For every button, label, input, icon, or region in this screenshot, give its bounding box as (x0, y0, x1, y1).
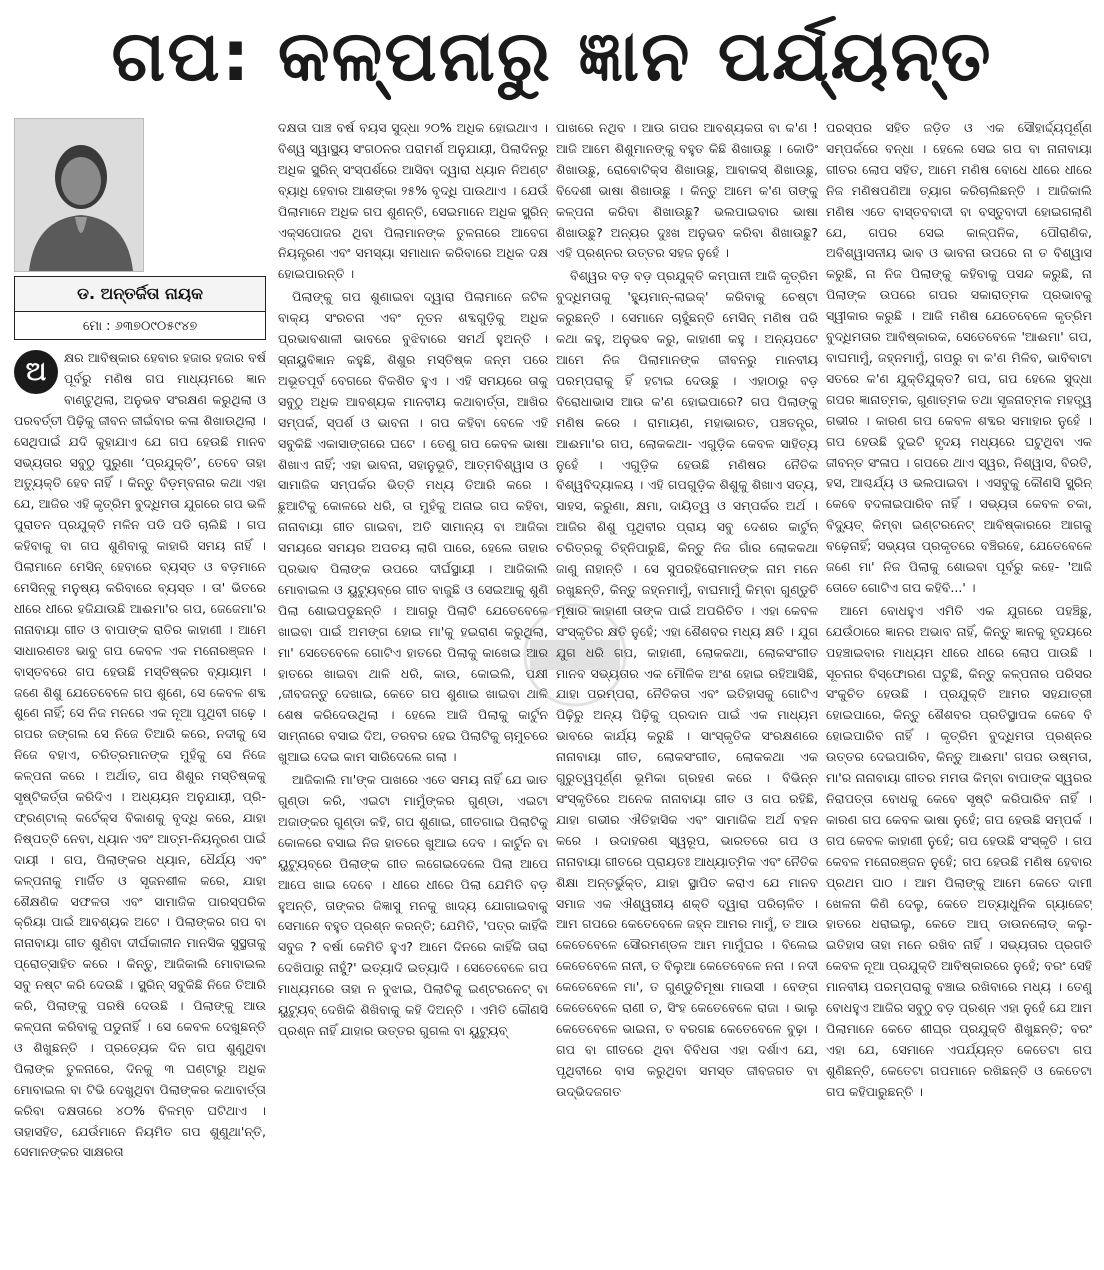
column-1 (14, 348, 266, 1264)
column-3 (556, 118, 818, 1264)
author-photo (14, 118, 144, 272)
column-4 (826, 118, 1092, 1264)
author-portrait-icon (15, 119, 143, 271)
paragraph: ପରସ୍ପର ସହିତ ଜଡ଼ିତ ଓ ଏକ ସୌହାର୍ଦ୍ଦ୍ୟପୂର୍ଣ୍ଣ ସମ୍ପର୍କରେ ବନ୍ଧା । ହେଲେ ସେଇ ଗପ ବା ନାନାବାୟା ଗୀତର ଲୋପ ସହିତ, ଆମେ ମଣିଷ ବୋଧେ ଧୀରେ ଧୀରେ ନିଜ ମଣିଷପଣିଆ ତ୍ୟାଗ କରିଚାଲିଛନ୍ତି । ଆଜିକାଲି ମଣିଷ ଏତେ ବାସ୍ତବବାଦୀ ବା ବସ୍ତୁବାଦୀ ହୋଇଗଲାଣି ଯେ, ଗପର ସେଇ କାଳ୍ପନିକ, ପୌରାଣିକ, ଅବିଶ୍ୱାସନୀୟ ଭାବ ଓ ଭାବନା ଉପରେ ନା ତ ବିଶ୍ୱାସ କରୁଛି, ନା ନିଜ ପିଲାଙ୍କୁ କହିବାକୁ ପସନ୍ଦ କରୁଛି, ନା ପିଲାଙ୍କ ଉପରେ ଗପର ସକାରାତ୍ମକ ପ୍ରଭାବକୁ ସ୍ୱୀକାର କରୁଛି । ଆଜି ମଣିଷ ଯେତେବେଳେ କୃତ୍ରିମ ବୁଦ୍ଧିମତାର ଆବିଷ୍କାରକ, ସେତେବେଳେ 'ଆଈମା' ଗପ, ବାଘମାମୁଁ, ଜହ୍ନମାମୁଁ, ଗପରୁ ବା କ'ଣ ମିଳିବ, ଭାବିବାଟା ସତରେ କ'ଣ ଯୁକ୍ତିଯୁକ୍ତ? ଗପ, ଗପ ହେଲେ ସୁଦ୍ଧା ଗପର ଜ୍ଞାନାତ୍ମକ, ଗୁଣାତ୍ମକ ତଥା ସୃଜନାତ୍ମକ ମହତ୍ତ୍ୱ ଗଭୀର । କାରଣ ଗପ କେବଳ ଶବ୍ଦର ସମାହାର ନୁହେଁ । ଗପ ହେଉଛି ଦୁଇଟି ହୃଦୟ ମଧ୍ୟରେ ଘଟୁଥିବା ଏକ ଜୀବନ୍ତ ସଂଳାପ । ଗପରେ ଥାଏ ସ୍ୱର, ନିଶ୍ୱାସ, ବିରତି, ହସ, ଆଶ୍ଚର୍ଯ୍ୟ ଓ ଭଲପାଇବା । ଏସବୁକୁ କୌଣସି ସ୍କ୍ରିନ୍ କେବେ ବଦଳାଇପାରିବ ନାହିଁ । ସଭ୍ୟତା କେବଳ ଚକା, ବିଦ୍ୟୁତ୍ କିମ୍ବା ଇଣ୍ଟରନେଟ୍ ଆବିଷ୍କାରରେ ଆଗକୁ ବଢ଼େନାହିଁ; ସଭ୍ୟତା ପ୍ରକୃତରେ ବଞ୍ଚିରହେ, ଯେତେବେଳେ ଜଣେ ମା' ନିଜ ପିଲାକୁ ଶୋଇବା ପୂର୍ବରୁ କହେ- 'ଆଜି ତୋତେ ଗୋଟିଏ ଗପ କହିବି...' । (826, 120, 1092, 595)
paragraph: ଦକ୍ଷତା ପାଞ୍ଚ ବର୍ଷ ବୟସ ସୁଦ୍ଧା ୨୦% ଅଧିକ ହୋଇଥାଏ । ବିଶ୍ୱ ସ୍ୱାସ୍ଥ୍ୟ ସଂଗଠନର ପରାମର୍ଶ ଅନୁଯାୟୀ, ପିଲାଦିନରୁ ଅଧିକ ସ୍କ୍ରିନ୍ ସଂସ୍ପର୍ଶରେ ଆସିବା ଦ୍ୱାରା ଧ୍ୟାନ ନିଅଣ୍ଟ ବ୍ୟାଧି ହେବାର ଆଶଙ୍କା ୨୫% ବୃଦ୍ଧି ପାଉଥାଏ । ଯେଉଁ ପିଲାମାନେ ଅଧିକ ଗପ ଶୁଣନ୍ତି, ସେଇମାନେ ଅଧିକ ସ୍କ୍ରିନ୍ ଏକ୍ସପୋଜର ଥିବା ପିଲାମାନଙ୍କ ତୁଳନାରେ ଆବେଗ ନିୟନ୍ତ୍ରଣ ଏବଂ ସମସ୍ୟା ସମାଧାନ କରିବାରେ ଅଧିକ ଦକ୍ଷ ହୋଇପାରନ୍ତି । (278, 120, 548, 282)
author-byline (14, 276, 266, 340)
paragraph: ବିଶ୍ୱର ବଡ଼ ବଡ଼ ପ୍ରଯୁକ୍ତି କମ୍ପାନୀ ଆଜି କୃତ୍ରିମ ବୁଦ୍ଧିମତାକୁ 'ହ୍ୟୁମାନ୍-ଲାଇକ୍' କରିବାକୁ ଚେଷ୍ଟା କରୁଛନ୍ତି । ସେମାନେ ଚାହୁଁଛନ୍ତି ମେସିନ୍ ମଣିଷ ପରି କଥା କହୁ, ଅନୁଭବ କରୁ, କାହାଣୀ କହୁ । ଅନ୍ୟପଟେ ଆମେ ନିଜ ପିଲାମାନଙ୍କ ଜୀବନରୁ ମାନବୀୟ ପରମ୍ପରାକୁ ହିଁ ହଟାଇ ଦେଉଛୁ । ଏହାଠାରୁ ବଡ଼ ବିରୋଧାଭାସ ଆଉ କ'ଣ ହୋଇପାରେ? ଗପ ପିଲାଙ୍କୁ ମଣିଷ କରେ । ରାମାୟଣ, ମହାଭାରତ, ପଞ୍ଚତନ୍ତ୍ର, ଆଈମା'ର ଗପ, ଲୋକକଥା- ଏଗୁଡ଼ିକ କେବଳ ସାହିତ୍ୟ ନୁହେଁ । ଏଗୁଡ଼ିକ ହେଉଛି ମଣିଷର ନୈତିକ ବିଶ୍ୱବିଦ୍ୟାଳୟ । ଏହି ଗପଗୁଡ଼ିକ ଶିଶୁକୁ ଶିଖାଏ ସତ୍ୟ, ସାହସ, କରୁଣା, କ୍ଷମା, ଦାୟିତ୍ୱ ଓ ସମ୍ପର୍କର ଅର୍ଥ । ଆଜିର ଶିଶୁ ପୃଥିବୀର ପ୍ରାୟ ସବୁ ଦେଶର କାର୍ଟୁନ୍ ଚରିତ୍ରକୁ ଚିହ୍ନିପାରୁଛି, କିନ୍ତୁ ନିଜ ଗାଁର ଲୋକକଥା ଜାଣୁ ନାହାନ୍ତି । ସେ ସୁପରହିରୋମାନଙ୍କ ନାମ ମନେ ରଖୁଛନ୍ତି, କିନ୍ତୁ ଜହ୍ନମାମୁଁ, ବାଘମାମୁଁ କିମ୍ବା ଗୁଣ୍ଡୁଚି ମୂଷାର କାହାଣୀ ତାଙ୍କ ପାଇଁ ଅପରିଚିତ । ଏହା କେବଳ ସଂସ୍କୃତିର କ୍ଷତି ନୁହେଁ; ଏହା ଶୈଶବର ମଧ୍ୟ କ୍ଷତି । ଯୁଗ ଯୁଗ ଧରି ଗପ, କାହାଣୀ, ଲୋକକଥା, ଲୋକସଂଗୀତ ମାନବ ସଭ୍ୟତାର ଏକ ମୌଳିକ ଅଂଶ ହୋଇ ରହିଆସିଛି, ଯାହା ପରମ୍ପରା, ନୈତିକତା ଏବଂ ଇତିହାସକୁ ଗୋଟିଏ ପିଢ଼ିରୁ ଅନ୍ୟ ପିଢ଼ିକୁ ପ୍ରଦାନ ପାଇଁ ଏକ ମାଧ୍ୟମ ଭାବରେ କାର୍ଯ୍ୟ କରୁଛି । ସାଂସ୍କୃତିକ ସଂରକ୍ଷଣରେ ନାନାବାୟା ଗୀତ, ଲୋକସଂଗୀତ, ଲୋକକଥା ଏକ ଗୁରୁତ୍ୱପୂର୍ଣ୍ଣ ଭୂମିକା ଗ୍ରହଣ କରେ । ବିଭିନ୍ନ ସଂସ୍କୃତିରେ ଅନେକ ନାନାବାୟା ଗୀତ ଓ ଗପ ରହିଛି, ଯାହା ଗଭୀର ଐତିହାସିକ ଏବଂ ସାମାଜିକ ଅର୍ଥ ବହନ କରେ । ଉଦାହରଣ ସ୍ୱରୂପ, ଭାରତରେ ଗପ ଓ ନାନାବାୟା ଗୀତରେ ପ୍ରାୟତଃ ଆଧ୍ୟାତ୍ମିକ ଏବଂ ନୈତିକ ଶିକ୍ଷା ଅନ୍ତର୍ଭୁକ୍ତ, ଯାହା ସ୍ଥାପିତ କରାଏ ଯେ ମାନବ ସମାଜ ଏକ ଐଶ୍ୱରୀୟ ଶକ୍ତି ଦ୍ୱାରା ପରିଚାଳିତ । ଆମ ଗପରେ କେତେବେଳେ ଜହ୍ନ ଆମର ମାମୁଁ, ତ ଆଉ କେତେବେଳେ ସୌରମଣ୍ଡଳ ଆମ ମାମୁଁଘର । ବିଲେଇ କେତେବେଳେ ନାନୀ, ତ ବିଲୁଆ କେତେବେଳେ ନନା । ନଦୀ କେତେବେଳେ ମା', ତ ଗୁଣ୍ଡୁଚିମୂଷା ମାଉସୀ । ବେଙ୍ଗ କେତେବେଳେ ରାଣୀ ତ, ସିଂହ କେତେବେଳେ ରାଜା । ଭାଲୁ କେତେବେଳେ ଭାଇନା, ତ ବରଗଛ କେତେବେଳେ ବୁଢ଼ା । ଗପ ବା ଗୀତରେ ଥିବା ବିବିଧତା ଏହା ଦର୍ଶାଏ ଯେ, ପୃଥିବୀରେ ବାସ କରୁଥିବା ସମସ୍ତ ଜୀବଜଗତ ବା ଉଦ୍ଭିଦଜଗତ (556, 268, 818, 1099)
paragraph: ଆମେ ବୋଧହୁଏ ଏମିତି ଏକ ଯୁଗରେ ପହଞ୍ଚିଛୁ, ଯେଉଁଠାରେ ଜ୍ଞାନର ଅଭାବ ନାହିଁ, କିନ୍ତୁ ଜ୍ଞାନକୁ ହୃଦୟରେ ପହଞ୍ଚାଇବାର ମାଧ୍ୟମ ଧୀରେ ଧୀରେ ଲୋପ ପାଉଛି । ସୂଚନାର ବିସ୍ଫୋରଣ ଘଟୁଛି, କିନ୍ତୁ କଳ୍ପନାର ପରିସର ସଂକୁଚିତ ହେଉଛି । ପ୍ରଯୁକ୍ତି ଆମର ସହଯାତ୍ରୀ ହୋଇପାରେ, କିନ୍ତୁ ଶୈଶବର ପ୍ରତିସ୍ଥାପକ କେବେ ବି ହୋଇପାରିବ ନାହିଁ । କୃତ୍ରିମ ବୁଦ୍ଧିମତା ପ୍ରଶ୍ନର ଉତ୍ତର ଦେଇପାରିବ, କିନ୍ତୁ ଆଈମା' ଗପର ଉଷ୍ମତା, ମା'ର ନାନାବାୟା ଗୀତର ମମତା କିମ୍ବା ବାପାଙ୍କ ସ୍ୱରର ନିରାପତ୍ତା ବୋଧକୁ କେବେ ସୃଷ୍ଟି କରିପାରିବ ନାହିଁ । କାରଣ ଗପ କେବଳ ଭାଷା ନୁହେଁ; ଗପ ହେଉଛି ସମ୍ପର୍କ । ଗପ କେବଳ କାହାଣୀ ନୁହେଁ; ଗପ ହେଉଛି ସଂସ୍କୃତି । ଗପ କେବଳ ମନୋରଞ୍ଜନ ନୁହେଁ; ଗପ ହେଉଛି ମଣିଷ ହେବାର ପ୍ରଥମ ପାଠ । ଆମ ପିଲାଙ୍କୁ ଆମେ କେତେ ଦାମୀ ଖେଳନା କିଣି ଦେଲୁ, କେତେ ଅତ୍ୟାଧୁନିକ ଗ୍ୟାଜେଟ୍ ହାତରେ ଧରାଇଲୁ, କେତେ ଆପ୍ ଡାଉନଲୋଡ୍ କଲୁ- ଇତିହାସ ତାହା ମନେ ରଖିବ ନାହିଁ । ସଭ୍ୟତାର ପ୍ରଗତି କେବଳ ନୂଆ ପ୍ରଯୁକ୍ତି ଆବିଷ୍କାରରେ ନୁହେଁ; ବରଂ ସେହି ମାନବୀୟ ପରମ୍ପରାକୁ ବଞ୍ଚାଇ ରଖିବାରେ ମଧ୍ୟ । ତେଣୁ ବୋଧହୁଏ ଆଜିର ସବୁଠୁ ବଡ଼ ପ୍ରଶ୍ନ ଏହା ନୁହେଁ ଯେ ଆମ ପିଲାମାନେ କେତେ ଶୀଘ୍ର ପ୍ରଯୁକ୍ତି ଶିଖୁଛନ୍ତି; ବରଂ ଏହା ଯେ, ସେମାନେ ଏପର୍ଯ୍ୟନ୍ତ କେତେଟା ଗପ ଶୁଣିଛନ୍ତି, କେତେଟା ଗପମାନେ ରଖିଛନ୍ତି ଓ କେତେଟା ଗପ କହିପାରୁଛନ୍ତି । (826, 602, 1092, 1099)
headline: ଗପ: କଳ୍ପନାରୁ ଜ୍ଞାନ ପର୍ଯ୍ୟନ୍ତ (111, 14, 993, 97)
column-2 (278, 118, 548, 1264)
paragraph: ପିଲାଙ୍କୁ ଗପ ଶୁଣାଇବା ଦ୍ୱାରା ପିଲାମାନେ ଜଟିଳ ବାକ୍ୟ ସଂରଚନା ଏବଂ ନୂତନ ଶବ୍ଦଗୁଡ଼ିକୁ ଅଧିକ ପ୍ରଭାବଶାଳୀ ଭାବରେ ବୁଝିବାରେ ସମର୍ଥ ହୁଅନ୍ତି । ସ୍ନାୟୁବିଜ୍ଞାନ କହୁଛି, ଶିଶୁର ମସ୍ତିଷ୍କ ଜନ୍ମ ପରେ ଅଭୂତପୂର୍ବ ବେଗରେ ବିକଶିତ ହୁଏ । ଏହି ସମୟରେ ତାକୁ ସବୁଠୁ ଅଧିକ ଆବଶ୍ୟକ ମାନବୀୟ କଥାବାର୍ତ୍ତା, ଆଖିର ସମ୍ପର୍କ, ସ୍ପର୍ଶ ଓ ଭାବନା । ଗପ କହିବା ବେଳେ ଏହି ସବୁକିଛି ଏକାସାଙ୍ଗରେ ଘଟେ । ତେଣୁ ଗପ କେବଳ ଭାଷା ଶିଖାଏ ନାହିଁ; ଏହା ଭାବନା, ସହାନୁଭୂତି, ଆତ୍ମବିଶ୍ୱାସ ଓ ସାମାଜିକ ସମ୍ପର୍କର ଭିତ୍ତି ମଧ୍ୟ ତିଆରି କରେ । ଛୁଆଟିକୁ କୋଳରେ ଧରି, ତା ମୁହଁକୁ ଅନାଇ ଗପ କହିବା, ନାନାବାୟା ଗୀତ ଗାଇବା, ଅତି ସାମାନ୍ୟ ବା ଆଜିକା ସମୟରେ ସମୟର ଅପଚୟ ଲାଗି ପାରେ, ହେଲେ ତାହାର ପ୍ରଭାବ ପିଲାଙ୍କ ଉପରେ ଦୀର୍ଘସ୍ଥାୟୀ । ଆଜିକାଲି ମୋବାଇଲ ଓ ୟୁଟ୍ୟୁବ୍‌ରେ ଗୀତ ବାଜୁଛି ଓ ସେଇଆକୁ ଶୁଣି ପିଲା ଶୋଇପଡୁଛନ୍ତି । ଆଗରୁ ପିଲାଟି ଯେତେବେଳେ ଖାଇବା ପାଇଁ ଅମଙ୍ଗ ହୋଇ ମା'କୁ ହଇରାଣ କରୁଥିଲା, ମା' ସେତେବେଳେ ଗୋଟିଏ ହାତରେ ପିଲାକୁ କାଖେଇ ଆର ହାତରେ ଖାଇବା ଥାଳି ଧରି, କାଉ, କୋଇଲି, ପକ୍ଷୀ ,ଜୀବଜନ୍ତୁ ଦେଖାଇ, କେତେ ଗପ ଶୁଣାଇ ଖାଇବା ଥାଳି ଶେଷ କରିଦେଉଥିଲା । ହେଲେ ଆଜି ପିଲାକୁ କାର୍ଟୁନ ସାମ୍ନାରେ ବସାଇ ଦିଅ, ତରବର ହେଇ ପିଲାଟିକୁ ଚାମୁଚରେ ଖୁଆଇ ଦେଇ କାମ ସାରିଦେଲେ ଗଲା । (278, 289, 548, 765)
paragraph: ଆଜିକାଲି ମା'ଙ୍କ ପାଖରେ ଏତେ ସମୟ ନାହିଁ ଯେ ଭାତ ଗୁଣ୍ଡା କରି, ଏଇଟା ମାମୁଁଙ୍କର ଗୁଣ୍ଡା, ଏଇଟା ଅଜାଙ୍କର ଗୁଣ୍ଡା କହି, ଗପ ଶୁଣାଇ, ଗୀତଗାଇ ପିଲାଟିକୁ କୋଳରେ ବସାଇ ନିଜ ହାତରେ ଖୁଆଇ ଦେବ । କାର୍ଟୁନ ବା ୟୁଟ୍ୟୁବ୍‌ରେ ପିଲାଙ୍କ ଗୀତ ଲଗେଇଦେଲେ ପିଲା ଆପେ ଆପେ ଖାଇ ଦେବେ । ଧୀରେ ଧୀରେ ପିଲା ଯେମିତି ବଡ଼ ହୁଅନ୍ତି, ତାଙ୍କର ଜିଜ୍ଞାସୁ ମନକୁ ଖାଦ୍ୟ ଯୋଗାଇବାକୁ ସେମାନେ ବହୁତ ପ୍ରଶ୍ନ କରନ୍ତି; ଯେମିତି, 'ପତ୍ର କାହିଁକି ସବୁଜ ? ବର୍ଷା କେମିତି ହୁଏ? ଆମେ ଦିନରେ କାହିଁକି ତାରା ଦେଖିପାରୁ ନାହୁଁ?' ଇତ୍ୟାଦି ଇତ୍ୟାଦି । ସେତେବେଳେ ଗପ ମାଧ୍ୟମରେ ତାହା ନ ବୁଝାଇ, ପିଲାଟିକୁ ଇଣ୍ଟରନେଟ୍ ବା ୟୁଟ୍ୟୁବ୍ ଦେଖିକି ଶିଖିବାକୁ କହି ଦିଅନ୍ତି । ଏମିତି କୌଣସି ପ୍ରଶ୍ନ ନାହିଁ ଯାହାର ଉତ୍ତର ଗୁଗଲ ବା ୟୁଟ୍ୟୁବ୍ (278, 772, 548, 1038)
author-name: ଡ. ଅନ୍ତର୍ଜିତା ନାୟକ (15, 277, 265, 312)
dropcap: ଅ (14, 350, 58, 394)
author-phone: ମୋ : ୬୩୭୦୯୦୫୯୪୭ (82, 318, 198, 334)
paragraph: ପାଖରେ ନଥିବ । ଆଉ ଗପର ଆବଶ୍ୟକତା ବା କ'ଣ ! ଆଜି ଆମେ ଶିଶୁମାନଙ୍କୁ ବହୁତ କିଛି ଶିଖାଉଛୁ । କୋଡିଂ ଶିଖାଉଛୁ, ରୋବୋଟିକ୍ସ ଶିଖାଉଛୁ, ଆବାକସ୍ ଶିଖାଉଛୁ, ବିଦେଶୀ ଭାଷା ଶିଖାଉଛୁ । କିନ୍ତୁ ଆମେ କ'ଣ ତାଙ୍କୁ କଳ୍ପନା କରିବା ଶିଖାଉଛୁ? ଭଲପାଇବାର ଭାଷା ଶିଖାଉଛୁ? ଅନ୍ୟର ଦୁଃଖ ଅନୁଭବ କରିବା ଶିଖାଉଛୁ? ଏହି ପ୍ରଶ୍ନର ଉତ୍ତର ସହଜ ନୁହେଁ । (556, 120, 818, 261)
paragraph: କ୍ଷର ଆବିଷ୍କାର ହେବାର ହଜାର ହଜାର ବର୍ଷ ପୂର୍ବରୁ ମଣିଷ ଗପ ମାଧ୍ୟମରେ ଜ୍ଞାନ ବାଣ୍ଟୁଥିଲା, ଅନୁଭବ ସଂରକ୍ଷଣ କରୁଥିଲା ଓ ପରବର୍ତ୍ତୀ ପିଢ଼ିକୁ ଜୀବନ ଜୀଇଁବାର କଳା ଶିଖାଉଥିଲା । ସେଥିପାଇଁ ଯଦି କୁହାଯାଏ ଯେ ଗପ ହେଉଛି ମାନବ ସଭ୍ୟତାର ସବୁଠୁ ପୁରୁଣା ‘ପ୍ରଯୁକ୍ତି’, ତେବେ ତାହା ଅତ୍ୟୁକ୍ତି ହେବ ନାହିଁ । କିନ୍ତୁ ବିଡ଼ମ୍ବନାର କଥା ଏହା ଯେ, ଆଜିର ଏହି କୃତ୍ରିମ ବୁଦ୍ଧିମତା ଯୁଗରେ ଗପ ଭଳି ପୁରାତନ ପ୍ରଯୁକ୍ତି ମଳିନ ପଡି ପଡି ଚାଲିଛି । ଗପ କହିବାକୁ ବା ଗପ ଶୁଣିବାକୁ କାହାରି ସମୟ ନାହିଁ । ପିଲାମାନେ ମେସିନ୍ ହେବାରେ ବ୍ୟସ୍ତ ଓ ବଡ଼ମାନେ ମେସିନ୍‌କୁ ମନୁଷ୍ୟ କରିବାରେ ବ୍ୟସ୍ତ । ତା' ଭିତରେ ଧୀରେ ଧୀରେ ହଜିଯାଉଛି ଆଈମା'ର ଗପ, ଜେଜେମା'ର ନାନାବାୟା ଗୀତ ଓ ବାପାଙ୍କ ରାତିର କାହାଣୀ । ଆମେ ସାଧାରଣତଃ ଭାବୁ ଗପ କେବଳ ଏକ ମନୋରଞ୍ଜନ । ବାସ୍ତବରେ ଗପ ହେଉଛି ମସ୍ତିଷ୍କର ବ୍ୟାୟାମ । ଜଣେ ଶିଶୁ ଯେତେବେଳେ ଗପ ଶୁଣେ, ସେ କେବଳ ଶବ୍ଦ ଶୁଣେ ନାହିଁ; ସେ ନିଜ ମନରେ ଏକ ନୂଆ ପୃଥିବୀ ଗଢ଼େ । ଗପର ଜଙ୍ଗଲ ସେ ନିଜେ ତିଆରି କରେ, ନଦୀକୁ ସେ ନିଜେ ବହାଏ, ଚରିତ୍ରମାନଙ୍କ ମୁହଁକୁ ସେ ନିଜେ କଳ୍ପନା କରେ । ଅର୍ଥାତ୍, ଗପ ଶିଶୁର ମସ୍ତିଷ୍କକୁ ସୃଷ୍ଟିକର୍ତ୍ତା କରିଦିଏ । ଅଧ୍ୟୟନ ଅନୁଯାୟୀ, ପ୍ରି-ଫ୍ରଣ୍ଟାଲ୍ କର୍ଟେକ୍ସ ବିକାଶକୁ ବୃଦ୍ଧି କରେ, ଯାହା ନିଷ୍ପତ୍ତି ନେବା, ଧ୍ୟାନ ଏବଂ ଆତ୍ମ-ନିୟନ୍ତ୍ରଣ ପାଇଁ ଦାୟୀ । ଗପ, ପିଲାଙ୍କର ଧ୍ୟାନ, ଧୈର୍ଯ୍ୟ ଏବଂ କଳ୍ପନାକୁ ମାର୍ଜିତ ଓ ସୃଜନଶୀଳ କରେ, ଯାହା ଶୈକ୍ଷଣିକ ସଫଳତା ଏବଂ ସାମାଜିକ ପାରସ୍ପରିକ କ୍ରିୟା ପାଇଁ ଆବଶ୍ୟକ ଅଟେ । ପିଲାଙ୍କର ଗପ ବା ନାନାବାୟା ଗୀତ ଶୁଣିବା ଦୀର୍ଘକାଳୀନ ମାନସିକ ସୁସ୍ଥତାକୁ ପ୍ରୋତ୍ସାହିତ କରେ । କିନ୍ତୁ, ଆଜିକାଲି ମୋବାଇଲ ସବୁ ନଷ୍ଟ କରି ଦେଉଛି । ସ୍କ୍ରିନ୍ ସବୁକିଛି ନିଜେ ତିଆରି କରି, ପିଲାଙ୍କୁ ପରଷି ଦେଉଛି । ପିଲାଙ୍କୁ ଆଉ କଳ୍ପନା କରିବାକୁ ପଡୁନାହିଁ । ସେ କେବଳ ଦେଖୁଛନ୍ତି ଓ ଶିଖୁଛନ୍ତି । ପ୍ରତ୍ୟେକ ଦିନ ଗପ ଶୁଣୁଥିବା ପିଲାଙ୍କ ତୁଳନାରେ, ଦିନକୁ ୩ ଘଣ୍ଟାରୁ ଅଧିକ ମୋବାଇଲ ବା ଟିଭି ଦେଖୁଥିବା ପିଲାଙ୍କର କଥାବାର୍ତ୍ତା କରିବା ଦକ୍ଷତାରେ ୪୦% ବିଳମ୍ବ ଘଟିଥାଏ । ତାହାସହିତ, ଯେଉଁମାନେ ନିୟମିତ ଗପ ଶୁଣୁଥା'ନ୍ତି, ସେମାନଙ୍କର ସାକ୍ଷରତା (14, 350, 266, 1160)
